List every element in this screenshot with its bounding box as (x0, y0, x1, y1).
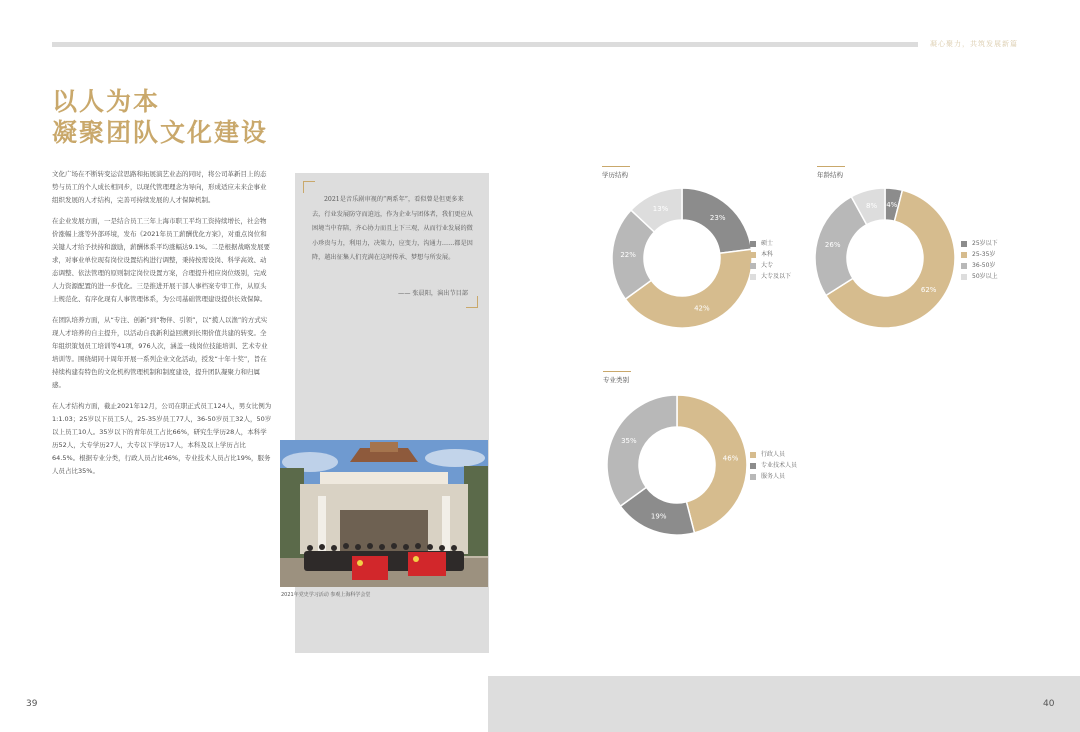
legend-label: 服务人员 (761, 473, 786, 480)
legend-item (750, 449, 797, 460)
legend-label: 硕士 (761, 240, 774, 247)
body-paragraph: 在企业发展方面，一是结合员工三年上海市职工平均工资持续增长，社会物价涨幅上涨等外部环境，发布《2021年员工薪酬优化方案》，对重点岗位和关键人才给予扶持和激励，薪酬体系平均涨幅达9.1%。二是根据战略发展要求，对事业单位现有岗位设置结构进行调整，秉持按需设岗、科学高效、动态调整、依法管理的原则制定岗位设置方案，合理提升相应岗位级别，完成人力资源配置的进一步优化。三是推进开展干部人事档案专审工作，从原头上规范化、有序化现有人事管理体系，为公司基础管理建设提供长效保障。 (52, 217, 271, 303)
profession-donut-chart (605, 393, 749, 537)
age-chart-title: 年龄结构 (817, 171, 843, 179)
education-chart-title: 学历结构 (602, 171, 628, 179)
quote-signature: —— 张晨阳，演出节目部 (398, 290, 469, 297)
photo-illustration (280, 440, 488, 587)
legend-swatch (750, 474, 756, 480)
body-text (52, 168, 272, 486)
age-slice-label: 26% (824, 241, 841, 250)
quote-text: 2021是音乐剧审视的“两系年”，看似曾是但更多来去，行业发展防守而迫远，作为企业与团体者，我们更应从困境当中存陪，齐心协力而且上下三观，从而行业发展的微小珍贵与力，利用力，决策力，应变力，沟通力……都是因降，越出征集人们充满在这时传承、梦想与所发展。 (312, 196, 473, 261)
legend-item (961, 249, 998, 260)
legend-item (750, 249, 791, 260)
title-line-1: 以人为本 (52, 87, 161, 116)
profession-slice-label: 35% (621, 436, 637, 445)
legend-item (961, 260, 998, 271)
header-tagline: 凝心聚力，共筑发展新篇 (930, 40, 1018, 48)
legend-label: 50岁以上 (972, 273, 998, 280)
education-slice-label: 23% (709, 213, 726, 222)
legend-label: 大专 (761, 262, 774, 269)
legend-item (750, 471, 797, 482)
education-slice-label: 13% (652, 204, 669, 213)
legend-label: 36-50岁 (972, 262, 996, 269)
title-line-2: 凝聚团队文化建设 (52, 118, 269, 147)
profession-slice-label: 46% (722, 454, 739, 463)
legend-swatch (961, 241, 967, 247)
legend-item (961, 271, 998, 282)
page-number-left: 39 (26, 699, 38, 709)
profession-slice-label: 19% (650, 512, 667, 521)
legend-label: 25-35岁 (972, 251, 996, 258)
legend-item (961, 238, 998, 249)
legend-label: 大专及以下 (761, 273, 792, 280)
education-slice-label: 22% (620, 251, 636, 260)
legend-swatch (750, 241, 756, 247)
header-rule (52, 42, 918, 47)
legend-swatch (750, 274, 756, 280)
body-paragraph: 文化广场在不断转变运营思路和拓展演艺业态的同时，将公司革新目上的态势与员工的个人成长相同步，以现代管理理念为导向，形成适应未来企事业组织发展的人才结构，完善可持续发展的人才保障机制。 (52, 170, 267, 204)
profession-chart-title: 专业类别 (603, 376, 629, 384)
legend-swatch (750, 463, 756, 469)
group-photo (280, 440, 488, 587)
body-paragraph: 在团队培养方面，从“专注、创新”到“物伴、引领”，以“揽人以渔”的方式实现人才培养的自主提升，以活动自我新利益回溯到长期价值共建的转变。全年组织策划员工培训等41项，976人次，涵盖一线岗位技能培训、艺术专业培训等。围绕胡同十周年开展一系列企业文化活动，授发“十年十奖”，旨在持续构建有特色的文化机构管理机制和制度建设，提升团队凝聚力和归属感。 (52, 316, 268, 389)
legend-swatch (961, 263, 967, 269)
education-legend (750, 238, 791, 282)
age-legend (961, 238, 998, 282)
legend-label: 行政人员 (761, 451, 786, 458)
quote-corner-mark (303, 181, 315, 193)
photo-caption: 2021年党史学习活动 参观上海科学会堂 (281, 592, 371, 598)
chart-title-rule (603, 371, 631, 372)
chart-title-rule (602, 166, 630, 167)
body-paragraph: 在人才结构方面，截止2021年12月，公司在职正式员工124人，男女比例为1:1.03；25岁以下员工5人，25-35岁员工77人，36-50岁员工32人，50岁以上员工10人。35岁以下的青年员工占比66%，研究生学历28人，本科学历52人，大专学历27人，大专以下学历17人，本科及以上学历占比64.5%。根据专业分类，行政人员占比46%，专业技术人员占比19%，服务人员占比35%。 (52, 402, 272, 475)
legend-swatch (750, 252, 756, 258)
legend-swatch (750, 263, 756, 269)
age-slice-label: 4% (886, 200, 898, 209)
legend-item (750, 260, 791, 271)
education-slice-label: 42% (694, 304, 710, 313)
legend-swatch (961, 274, 967, 280)
age-slice-label: 62% (920, 286, 937, 295)
education-donut-chart (610, 186, 754, 330)
legend-item (750, 460, 797, 471)
quote-corner-mark (466, 296, 478, 308)
legend-label: 专业技术人员 (761, 462, 798, 469)
profession-slice (607, 395, 677, 506)
legend-label: 本科 (761, 251, 774, 258)
profession-legend (750, 449, 797, 482)
page-title (52, 86, 268, 148)
legend-label: 25岁以下 (972, 240, 998, 247)
legend-item (750, 271, 791, 282)
legend-swatch (750, 452, 756, 458)
page-number-right: 40 (1043, 699, 1055, 709)
chart-title-rule (817, 166, 845, 167)
footer-band (488, 676, 1080, 732)
age-slice-label: 8% (866, 202, 878, 211)
legend-swatch (961, 252, 967, 258)
legend-item (750, 238, 791, 249)
age-donut-chart (813, 186, 957, 330)
